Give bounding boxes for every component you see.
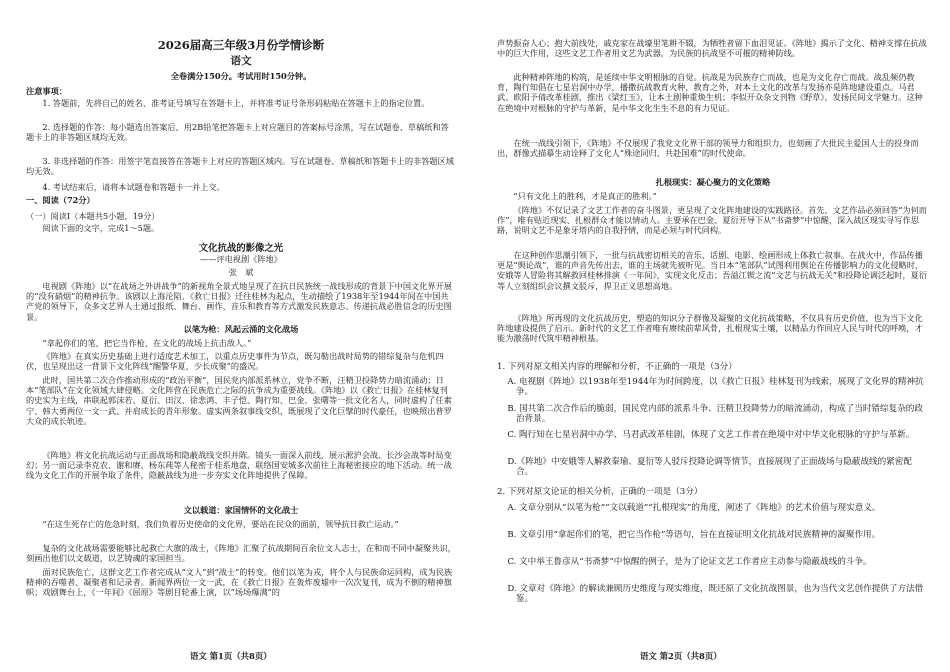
notice-item: 1. 答题前，先将自己的姓名、准考证号填写在答题卡上，并将准考证号条形码粘贴在答题卡上的指定位置。 [42,98,430,108]
article-paragraph: 《阵地》不仅记录了文艺工作者的奋斗图景，更呈现了文化阵地建设的实践路径。首先，文艺作品必须回答“为何而作”，唯有贴近现实、扎根群众才能以情动人。主要承在巴金、夏衍开导下从“书斋梦”中惊醒，深入战区现实寻写作思路，说明文艺不是象牙塔内的自我抒情，而是必须与时代同构。 [497,205,927,236]
article-paragraph: 此时，国共第二次合作推动形成的“政治平衡”，国民党内部派系林立，党争不断，汪精卫投降势力暗流涌动；日本“笔部队”在文化领域大肆侵略。文化阵营在民族危亡之际的抗争成为重要战线。《阵地》以《救亡日报》在桂林复刊的史实为主线，串联起郭沫若、夏衍、田汉、徐悲鸿、丰子恺、陶行知、巴金、张曙等一批文化名人，同时虚构了任素宁、韩大勇两位一文一武、并肩成长的青年形象。虚实两条叙事线交织，既展现了文化巨擘的时代豪任，也映照出普罗大众的成长轨迹。 [26,375,452,426]
question-stem: 2. 下列对原文论证的相关分析，正确的一项是（3分） [497,487,703,497]
instruction: 阅读下面的文字，完成1～5题。 [42,223,160,233]
article-paragraph: 《阵地》在真实历史基础上进行适度艺术加工，以重点历史事件为节点，既勾勒出战时局势的错综复杂与危机四伏，也呈现出这一背景下文化阵线“醒警华夏，少长成聚”的盛况。 [26,351,444,372]
article-paragraph: 声势振奋人心；抱大前线处，戚克家在战壕里笔耕不辍，为牺牲者留下血泪见证。《阵地》揭示了文化、精神支撑在抗战中的巨大作用，这些文艺工作者用文艺为武器，为民族的抗战坚不可摧的精神防线。 [497,38,927,59]
article-section-heading: 文以载道：家国情怀的文化战士 [183,505,299,515]
article-title: 文化抗战的影像之光 [198,243,284,254]
subsection-heading: （一）阅读Ⅰ（本题共5小题，19分） [26,211,160,221]
question-option: B. 国共第二次合作后的脆弱，国民党内部的派系斗争、汪精卫投降势力的暗流涌动，构成了当时错综复杂的政治背景。 [507,404,923,425]
article-paragraph: 电视剧《阵地》以“在战场之外讲战争”的新视角全景式地呈现了在抗日民族统一战线形成的背景下中国文化界开展的“没有硝烟”的精神抗争。该剧以上海沦陷、《救亡日报》迁往桂林为起点，生动描绘了1938年至1944年间在中国共产党的领导下，众多文艺界人士通过报纸、舞台、画作、音乐和教育等方式激发民族意志、传递抗战必胜信念的历史图景。 [26,281,452,322]
article-paragraph: 在这种创作思潮引领下，一批与抗战密切相关的音乐、话剧、电影、绘画形成上体救亡叙事。在战火中，作品传播更是“舆论战”，谁的声音先传出去，谁的主场就先被听见。当日本“笔部队”试图利用舆论在传播影响力的文化侵略时，安娥等人冒险将其解救回桂林排演《一年间》，实现文化反击；吾溢江锲之流“文艺与抗战无关”和投降论调泛起时，夏衍等人立刻组织会议撰文驳斥，捍卫正义思想高地。 [497,250,928,291]
subject-title: 语文 [230,55,252,67]
article-paragraph: 《阵地》所再现的文化抗战历史，塑造的知识分子群像及凝聚的文化抗战策略，不仅具有历史价值，也为当下文化阵地建设提供了启示。新时代的文艺工作者唯有赓续前辈风骨，扎根现实土壤，以精品力作回应人民与时代的呼唤，才能为激荡时代筑牢精神根基。 [497,313,923,344]
notice-item: 4. 考试结束后，请将本试题卷和答题卡一并上交。 [42,182,225,192]
page-footer-left: 语文 第1页（共8页） [190,651,272,661]
article-section-heading: 扎根现实：凝心聚力的文化策略 [655,177,771,187]
article-paragraph: 面对民族危亡，这群文艺工作者完成从“文人”到“战士”的转变。他们以笔为戎，将个人与民族命运同构，成为民族精神的吞噬者、凝聚者和记录者。新闻界两位一文一武，在《救亡日报》在轰炸废墟中一次次复刊，成为不倒的精神旗帜；戏剧舞台上，《一年间》《屈原》等剧目轮番上演，以“场场爆满”的 [26,567,453,598]
question-option: D.《阵地》中安娥等人解救秦瑜、夏衍等人驳斥投降论调等情节，直接展现了正面战场与隐蔽战线的紧密配合。 [507,457,912,478]
page-footer-right: 语文 第2页（共8页） [640,651,722,661]
article-quote: “只有文化上的胜利，才是真正的胜利。” [513,191,657,201]
notice-heading: 注意事项： [26,86,67,96]
section-heading: 一、阅读（72分） [26,195,95,205]
article-paragraph: 《阵地》将文化抗战运动与正面战场和隐蔽战线交织并陈。镜头一面深入前线，展示淞沪会战、长沙会战等时局变幻；另一面记录李克农、谢和赓、杨东莼等人秘密于桂系地盘，联络国安城多次前往上海秘密接应的地下活动。统一战线为文化工作的开展争取了条件，隐蔽战线为进一步夯实文化阵地提供了保障。 [26,450,452,481]
article-paragraph: 复杂的文化战场需要能够比起救亡大旗的战士，《阵地》汇聚了抗战期间百余位文人志士，在和而不同中凝聚共识，刻画出他们以文载道，以艺铸魂的家国担当。 [26,543,456,564]
score-line: 全卷满分150分。考试用时150分钟。 [170,71,312,81]
exam-title: 2026届高三年级3月份学情诊断 [157,38,325,52]
question-option: D. 文章对《阵地》的解读兼顾历史维度与现实维度，既还原了文化抗战图景，也为当代文艺创作提供了方法借鉴。 [507,584,924,605]
question-option: A. 文章分别从“以笔为枪”“文以载道”“扎根现实”的角度，阐述了《阵地》的艺术价值与现实意义。 [507,503,881,513]
question-option: C. 文中举王鲁彦从“书斋梦”中惊醒的例子，是为了论证文艺工作者应主动参与隐蔽战线的斗争。 [507,557,872,567]
question-option: A. 电视剧《阵地》以1938年至1944年为时间跨度，以《救亡日报》桂林复刊为线索，展现了文化界的精神抗争。 [507,377,924,398]
article-quote: “在这生死存亡的危急时刻，我们负着历史使命的文化界，要站在民众的面前，领导抗日救亡运动。” [42,519,399,529]
notice-item: 3. 非选择题的作答：用签字笔直接答在答题卡上对应的答题区域内。写在试题卷、草稿纸和答题卡上的非答题区域均无效。 [26,156,454,177]
article-paragraph: 在统一战线引领下，《阵地》不仅展现了我党文化界干部的领导力和组织力，也刻画了大批民主爱国人士的投身而出，群像式描摹生动诠释了文化人“殊途同归、共赴国难”的时代使命。 [497,138,919,159]
article-quote: “拿起你们的笔，把它当作枪，在文化的战场上抗击敌人。” [42,338,252,348]
notice-item: 2. 选择题的作答：每小题选出答案后，用2B铅笔把答题卡上对应题目的答案标号涂黑，写在试题卷、草稿纸和答题卡上的非答题区域均无效。 [26,122,449,143]
article-paragraph: 此种精神阵地的构筑，是延续中华文明根脉的自觉。抗战是为民族存亡而战，也是为文化存亡而战。战乱频仍教育，陶行知倡在七星岩洞中办学，播撒抗战教育火种，教育之外，对本土文化的改革与发扬亦是阵地建设重点。马君武、欧阳予倩改革桂剧，推出《梁红玉》，让本土剧种重焕生机；李似开众杂文刊物《野草》，发扬民间文学魅力。这种在绝境中对根脉的守护与革新，是中华文化生生不息的有力见证。 [497,72,923,113]
question-option: C. 陶行知在七星岩洞中办学、马君武改革桂剧，体现了文艺工作者在绝境中对中华文化根脉的守护与革新。 [507,430,915,440]
article-section-heading: 以笔为枪：风起云涌的文化战场 [183,324,299,334]
question-option: B. 文章引用“拿起你们的笔，把它当作枪”等语句，旨在直接证明文化抗战对民族精神的凝聚作用。 [507,530,881,540]
article-author: 张 斌 [228,267,254,277]
article-subtitle: ——评电视剧《阵地》 [200,254,282,264]
question-stem: 1. 下列对原文相关内容的理解和分析，不正确的一项是（3分） [497,362,737,372]
